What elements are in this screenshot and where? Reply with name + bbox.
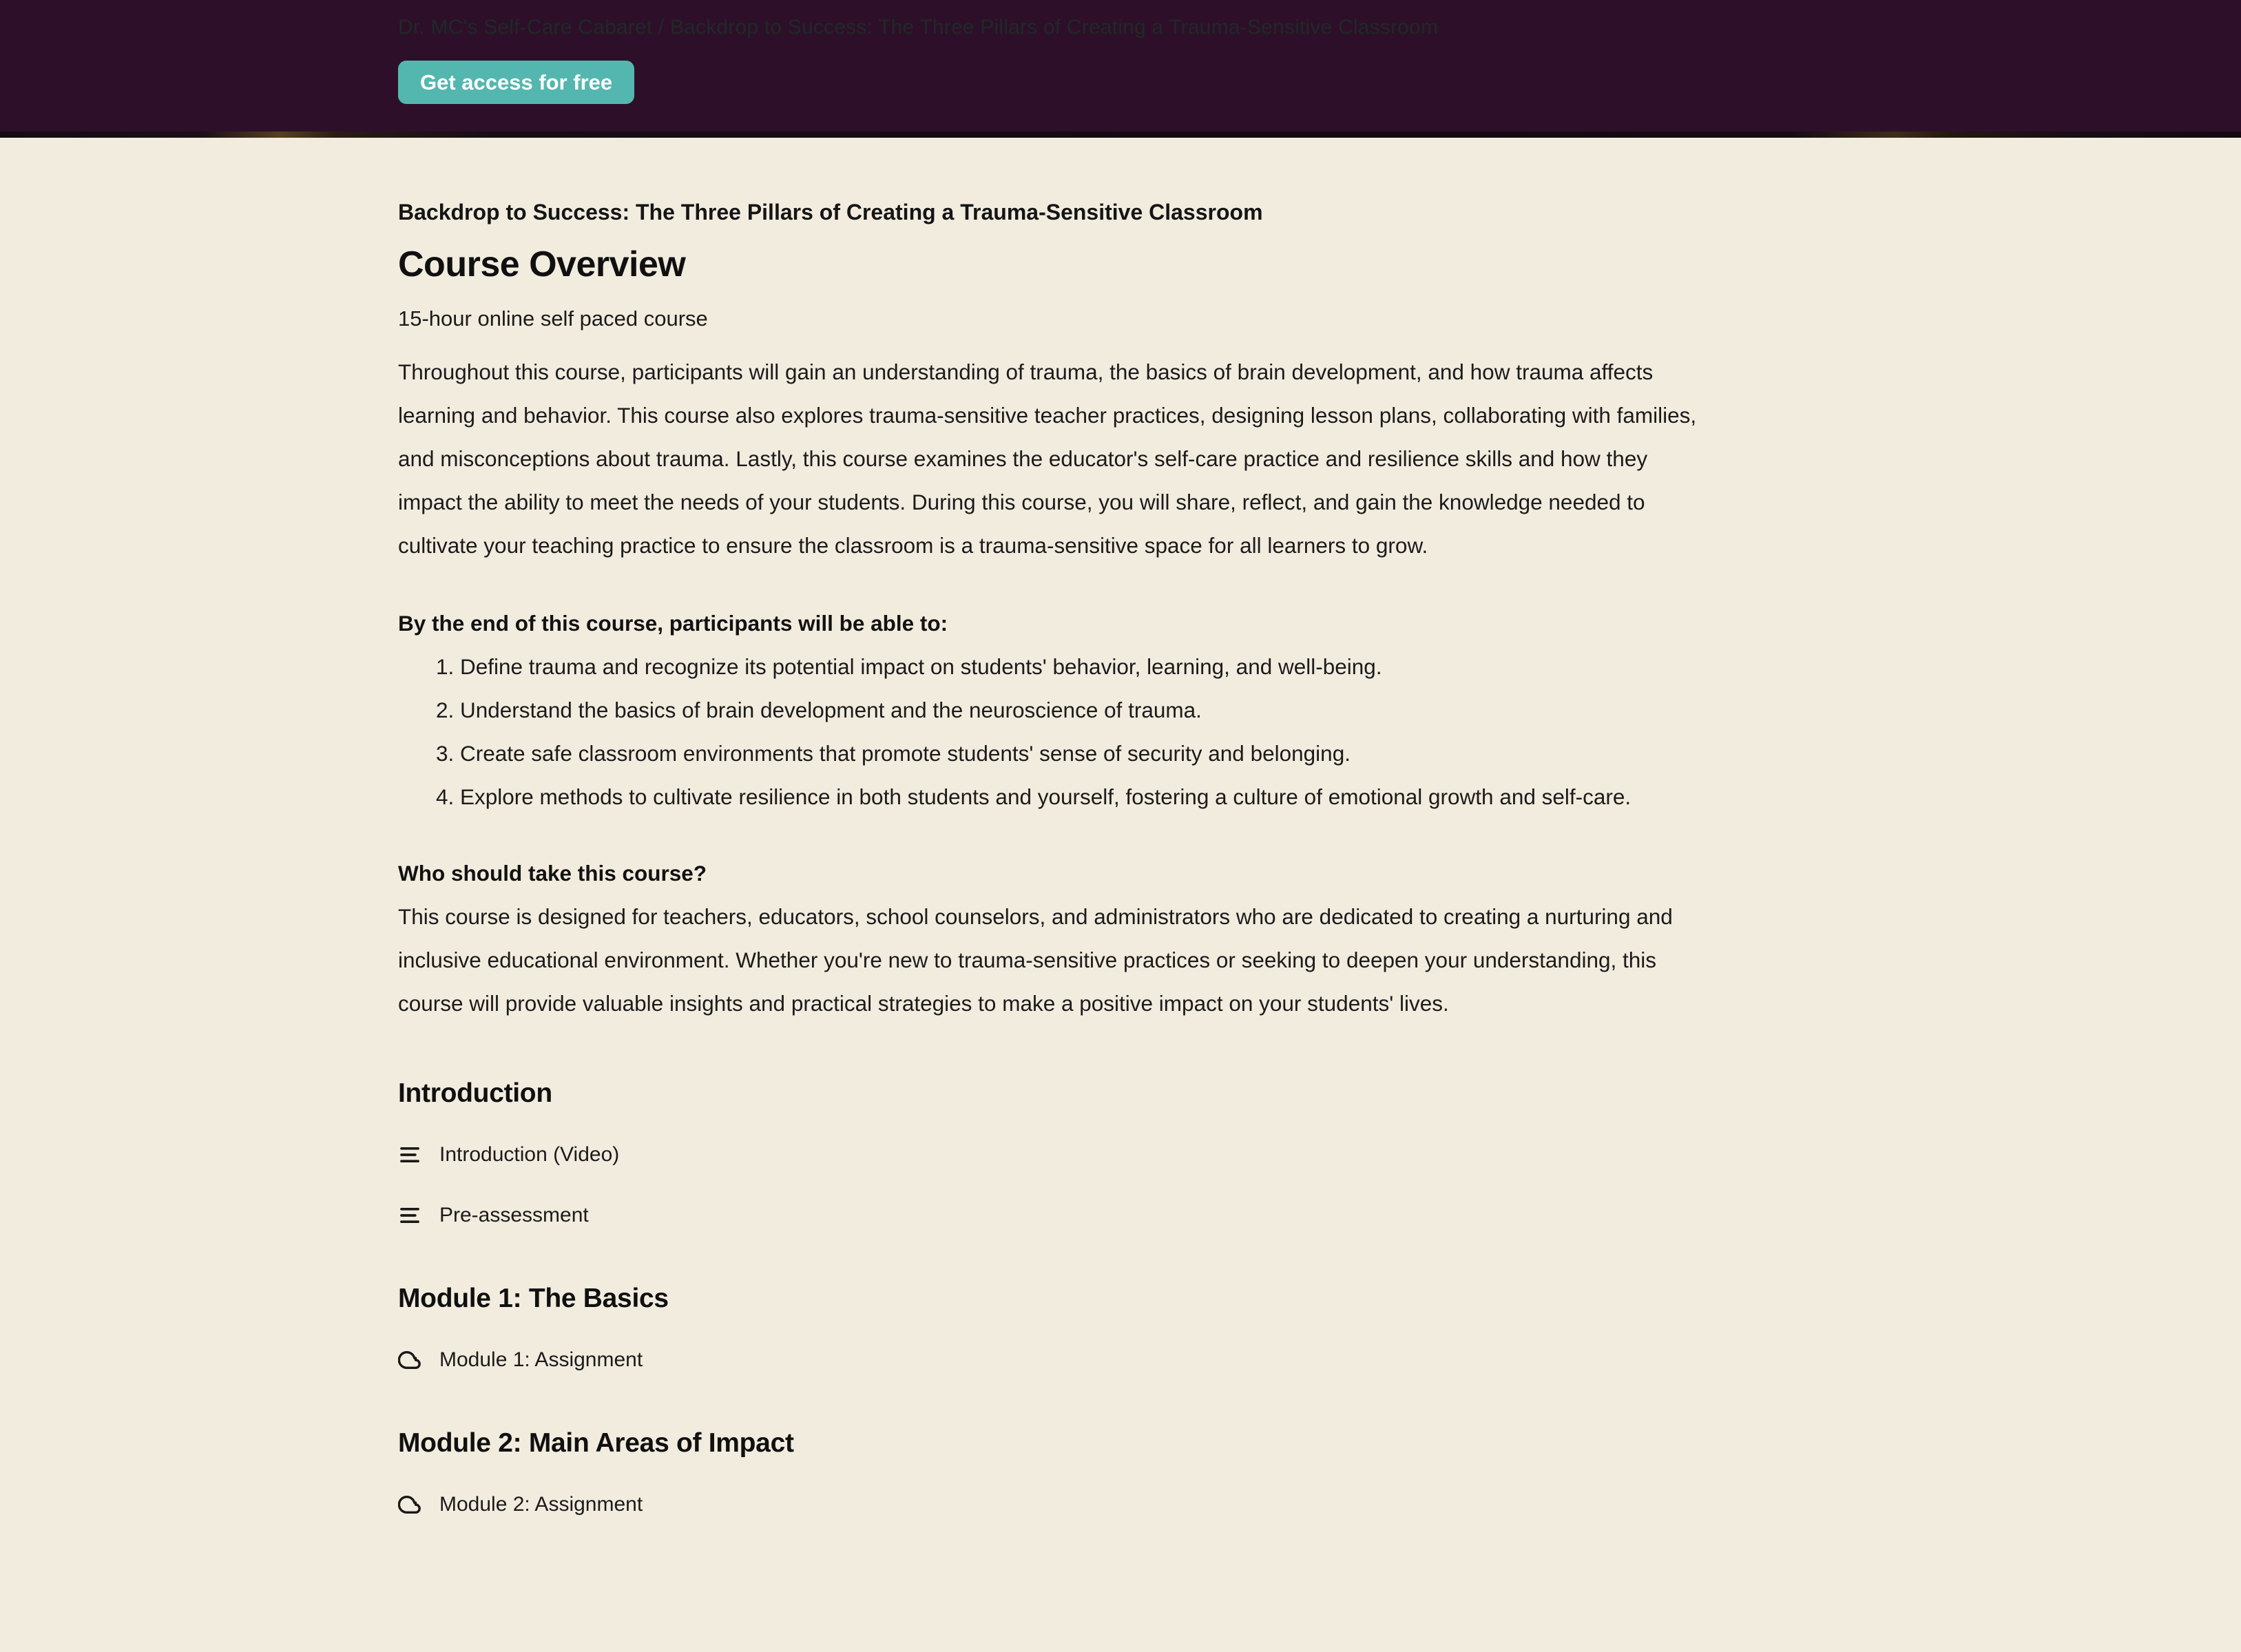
lecture-item bbox=[398, 1489, 1701, 1520]
section-heading-module-2: Module 2: Main Areas of Impact bbox=[398, 1428, 794, 1458]
objectives-intro: By the end of this course, participants will be able to: bbox=[398, 611, 948, 636]
objectives-list bbox=[398, 645, 1701, 819]
objective-item: 2. Understand the basics of brain development and the neuroscience of trauma. bbox=[460, 689, 1701, 732]
audience-heading: Who should take this course? bbox=[398, 861, 707, 886]
course-description: Throughout this course, participants will gain an understanding of trauma, the basics of brain development, and how trauma affects learning and behavior. This course also explores trauma-sensitive teacher practices, designing lesson plans, collaborating with families, and misconceptions about trauma. Lastly, this course examines the educator's self-care practice and resilience skills and how they impact the ability to meet the needs of your students. During this course, you will share, reflect, and gain the knowledge needed to cultivate your teaching practice to ensure the classroom is a trauma-sensitive space for all learners to grow. bbox=[398, 359, 1697, 558]
lecture-item bbox=[398, 1200, 1701, 1231]
text-lines-icon bbox=[398, 1204, 421, 1227]
cloud-icon bbox=[398, 1493, 421, 1516]
lecture-label: Module 2: Assignment bbox=[439, 1493, 643, 1516]
audience-text: This course is designed for teachers, educators, school counselors, and administrators who are dedicated to creating a nurturing and inclusive educational environment. Whether you're new to trauma-sensitive practices or seeking to deepen your understanding, this course will provide valuable insights and practical strategies to make a positive impact on your students' lives. bbox=[398, 904, 1673, 1016]
get-access-button[interactable]: Get access for free bbox=[398, 61, 634, 104]
course-subtitle: 15-hour online self paced course bbox=[398, 306, 708, 331]
section-heading-introduction: Introduction bbox=[398, 1078, 552, 1108]
objective-item: 1. Define trauma and recognize its potential impact on students' behavior, learning, and well-being. bbox=[460, 645, 1701, 689]
objective-item: 4. Explore methods to cultivate resilience in both students and yourself, fostering a culture of emotional growth and self-care. bbox=[460, 775, 1701, 819]
course-title: Backdrop to Success: The Three Pillars of Creating a Trauma-Sensitive Classroom bbox=[398, 200, 1263, 224]
lecture-item bbox=[398, 1140, 1701, 1170]
text-lines-icon bbox=[398, 1143, 421, 1167]
course-overview-page bbox=[398, 197, 1701, 1520]
page-title: Course Overview bbox=[398, 244, 686, 284]
lecture-label: Pre-assessment bbox=[439, 1204, 589, 1226]
header-bottom-strip bbox=[0, 132, 2241, 138]
objective-item: 3. Create safe classroom environments that promote students' sense of security and belonging. bbox=[460, 732, 1701, 775]
section-heading-module-1: Module 1: The Basics bbox=[398, 1284, 669, 1313]
page-header bbox=[0, 0, 2241, 138]
breadcrumb: Dr. MC's Self-Care Cabaret / Backdrop to Success: The Three Pillars of Creating a Trauma-Sensitive Classroom bbox=[398, 16, 1439, 39]
lecture-label: Introduction (Video) bbox=[439, 1143, 620, 1166]
lecture-item bbox=[398, 1345, 1701, 1375]
lecture-label: Module 1: Assignment bbox=[439, 1348, 643, 1371]
cloud-icon bbox=[398, 1348, 421, 1372]
